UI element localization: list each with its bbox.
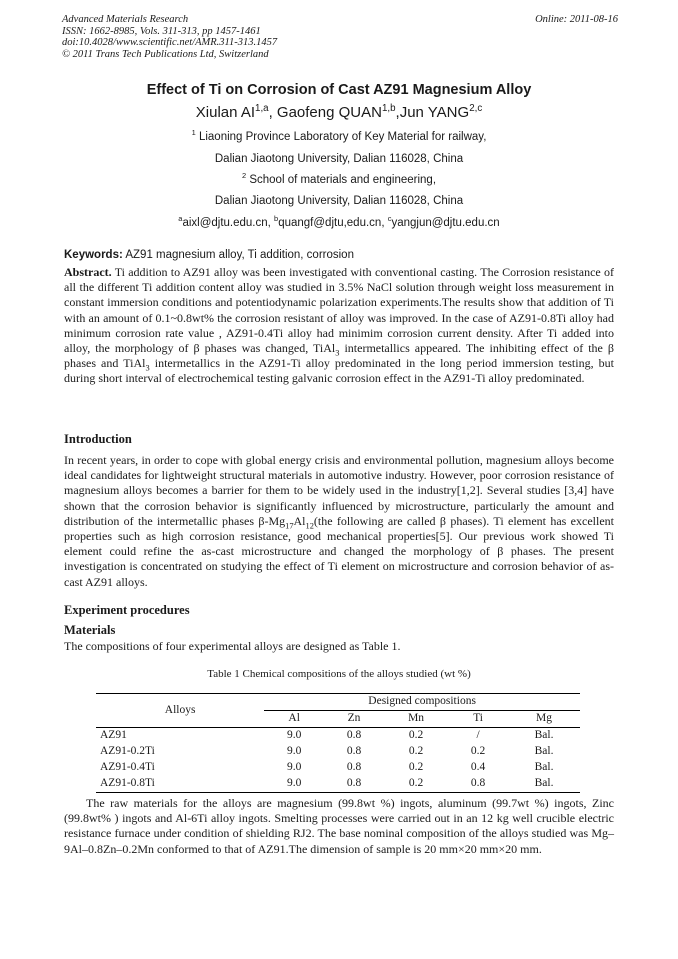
cell: 0.2 <box>408 761 424 773</box>
col-mg: Mg <box>508 711 580 728</box>
col-zn: Zn <box>324 711 384 728</box>
paper-title: Effect of Ti on Corrosion of Cast AZ91 Magnesium Alloy <box>146 82 532 98</box>
author-2-sup: 1,b <box>381 103 396 114</box>
email-c-sup: c <box>387 214 392 224</box>
abstract-text-3: intermetallics in the AZ91-Ti alloy predominated in the long period immersion testing, but during short interval of electrochemical testing galvanic corrosion effect in the AZ91-Ti alloy predominated. <box>64 356 615 386</box>
journal-header <box>62 14 618 60</box>
affiliation-1-line-2: Dalian Jiaotong University, Dalian 116028, China <box>214 153 464 165</box>
cell: 0.8 <box>346 761 362 773</box>
keywords-text: AZ91 magnesium alloy, Ti addition, corrosion <box>122 249 354 261</box>
abstract-label: Abstract. <box>64 265 112 279</box>
author-3-sup: 2,c <box>469 103 483 114</box>
table-caption: Table 1 Chemical compositions of the alloys studied (wt %) <box>207 668 471 680</box>
aff-2-sup: 2 <box>241 171 247 181</box>
cell: 0.2 <box>408 729 424 741</box>
email-a-sup: a <box>178 214 183 224</box>
cell: Bal. <box>508 776 580 793</box>
cell: 9.0 <box>286 729 302 741</box>
author-2: , Gaofeng QUAN <box>268 104 382 121</box>
author-1-sup: 1,a <box>255 103 269 114</box>
online-date: Online: 2011-08-16 <box>535 14 618 25</box>
author-line <box>0 104 678 121</box>
cell: AZ91-0.4Ti <box>100 761 155 773</box>
cell: 9.0 <box>286 745 302 757</box>
email-1: aixl@djtu.edu.cn, <box>182 217 275 229</box>
intro-text-1: In recent years, in order to cope with global energy crisis and environmental pollution, magnesium alloys become ideal candidates for lightweight structural materials in automotive industry. However, poor corrosion resistance of magnesium alloys becomes a barrier for them to be widely used in the industry[1,2]. Several studies [3,4] have shown that the corrosion behavior is significantly influenced by microstructure, particularly the amount and distribution of the intermetallic phases β-Mg <box>64 453 614 528</box>
materials-text: The compositions of four experimental alloys are designed as Table 1. <box>64 639 401 653</box>
email-line <box>0 214 678 229</box>
abstract-sub-2: 3 <box>145 363 150 373</box>
composition-table <box>96 693 580 793</box>
email-2: quangf@djtu,edu.cn, <box>278 217 388 229</box>
materials-heading: Materials <box>64 623 116 637</box>
table-header-row <box>96 694 580 711</box>
intro-paragraph <box>64 453 614 590</box>
abstract-sub-1: 3 <box>335 348 340 358</box>
cell: / <box>476 729 480 741</box>
col-alloys: Alloys <box>96 694 264 728</box>
cell: Bal. <box>534 745 554 757</box>
cell: 0.8 <box>346 729 362 741</box>
cell: Bal. <box>534 729 554 741</box>
affiliation-2-line-1 <box>0 171 678 186</box>
table-row <box>96 728 580 745</box>
intro-text-2: Al <box>293 513 306 528</box>
email-b-sup: b <box>274 214 279 224</box>
cell: AZ91 <box>100 729 127 741</box>
cell: AZ91-0.2Ti <box>100 745 155 757</box>
cell: 9.0 <box>264 776 324 793</box>
aff-1-text: Liaoning Province Laboratory of Key Material for railway, <box>195 131 487 143</box>
intro-sub-1: 17 <box>285 521 294 531</box>
table-row <box>96 776 580 793</box>
journal-name: Advanced Materials Research <box>62 14 189 25</box>
abstract-text-1: Ti addition to AZ91 alloy was been investigated with conventional casting. The Corrosion resistance of all the different Ti addition content alloy was studied in 3.5% NaCl solution through weight loss measurement in constant immersion conditions and potentiodynamic polarization experiments.The results show that addition of Ti with an amount of 0.1~0.8wt% the corrosion resistant of alloy was improved. In the case of AZ91-0.8Ti alloy had minimum corrosion rate value , AZ91-0.4Ti alloy had minimim corrosion current density. After Ti added into alloy, the morphology of β phases was changed, TiAl <box>64 265 614 356</box>
experiment-heading: Experiment procedures <box>64 603 190 617</box>
intro-text-3: (the following are called β phases). Ti element has excellent properties such as high corrosion resistance, good mechanical properties[5]. Our previous work showed Ti element could refine the as-cast microstructure and changed the morphology of β phases. The present investigation is concentrated on studying the effect of Ti element on microstructure and corrosion behavior of as-cast AZ91 alloys. <box>64 513 614 589</box>
issn-line: ISSN: 1662-8985, Vols. 311-313, pp 1457-1461 <box>62 25 261 37</box>
keywords <box>64 248 614 263</box>
cell: 0.2 <box>384 776 448 793</box>
raw-materials-paragraph: The raw materials for the alloys are magnesium (99.8wt %) ingots, aluminum (99.7wt %) ingots, Zinc (99.8wt% ) ingots and Al-6Ti alloy ingots. Smelting processes were carried out in an 12 kg well crucible electric resistance furnace under condition of shielding RJ2. The base nominal composition of the alloys studied was Mg–9Al–0.8Zn–0.2Mn conformed to that of AZ91.The dimension of sample is 20 mm×20 mm×20 mm. <box>64 796 614 856</box>
cell: 0.8 <box>448 776 508 793</box>
col-ti: Ti <box>448 711 508 728</box>
intro-heading: Introduction <box>64 432 132 446</box>
doi-line: doi:10.4028/www.scientific.net/AMR.311-313.1457 <box>62 37 278 48</box>
col-mn: Mn <box>384 711 448 728</box>
affiliation-1-line-1 <box>0 128 678 143</box>
abstract-text-2: intermetallics appeared. The inhibiting effect of the β phases and TiAl <box>64 341 614 371</box>
cell: 0.2 <box>470 745 486 757</box>
cell: 0.8 <box>346 745 362 757</box>
keywords-label: Keywords: <box>64 249 123 261</box>
col-al: Al <box>264 711 324 728</box>
copyright-line: © 2011 Trans Tech Publications Ltd, Switzerland <box>62 48 269 60</box>
cell: 9.0 <box>286 761 302 773</box>
table-row <box>96 744 580 760</box>
author-3: ,Jun YANG <box>395 104 470 121</box>
col-group-designed: Designed compositions <box>264 694 580 711</box>
table-row <box>96 760 580 776</box>
aff-1-sup: 1 <box>191 128 196 138</box>
aff-2-text: School of materials and engineering, <box>246 174 437 186</box>
abstract <box>64 265 614 387</box>
affiliation-2-line-2: Dalian Jiaotong University, Dalian 116028, China <box>214 195 464 207</box>
cell: Bal. <box>534 761 554 773</box>
intro-sub-2: 12 <box>305 521 314 531</box>
cell: AZ91-0.8Ti <box>96 776 264 793</box>
cell: 0.8 <box>324 776 384 793</box>
email-3: yangjun@djtu.edu.cn <box>391 217 500 229</box>
author-1: Xiulan AI <box>195 104 256 121</box>
cell: 0.4 <box>470 761 486 773</box>
cell: 0.2 <box>408 745 424 757</box>
